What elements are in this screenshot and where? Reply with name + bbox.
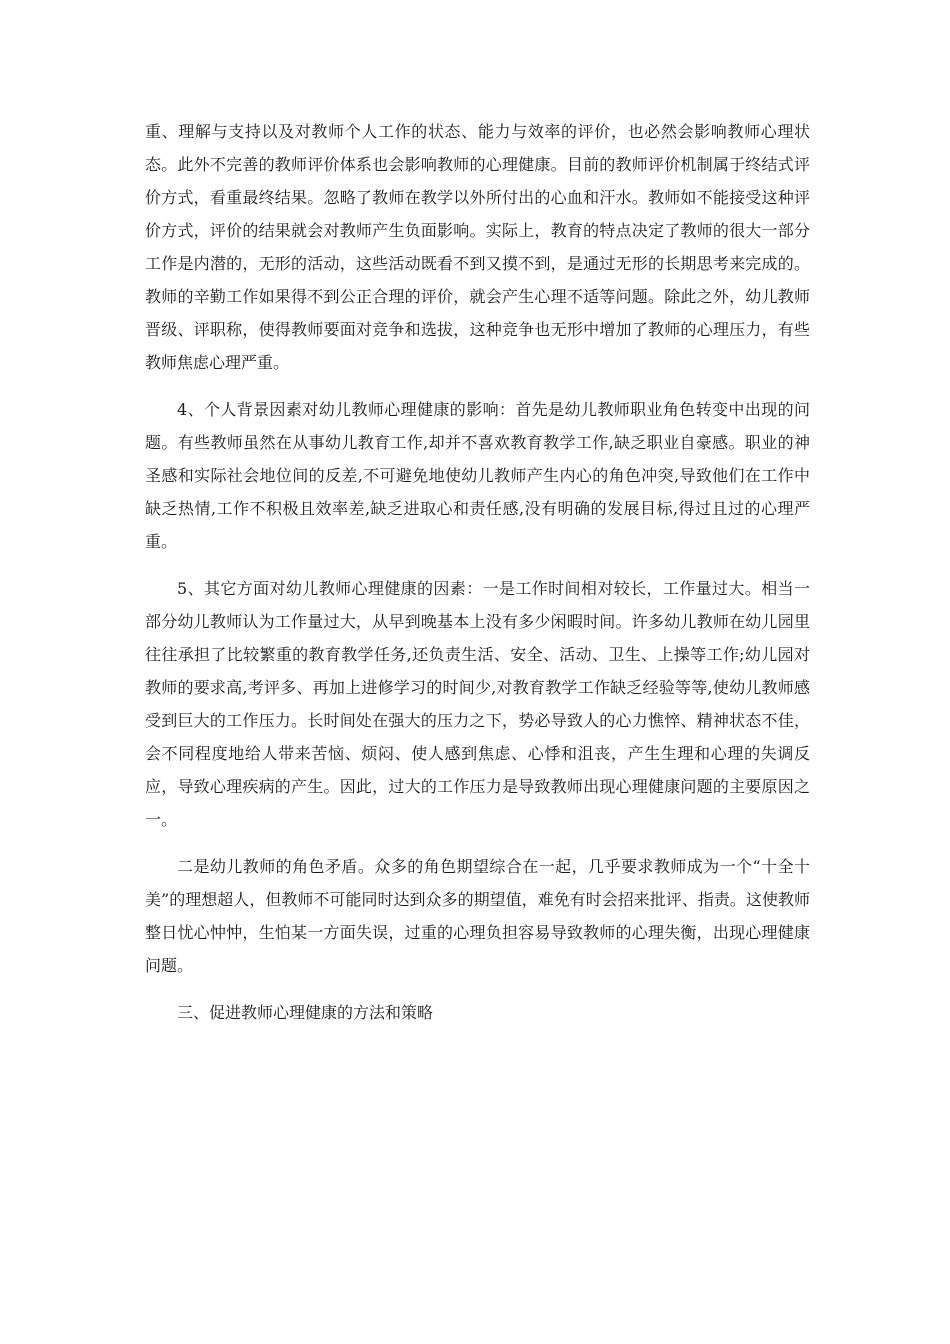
paragraph-role-conflict: 二是幼儿教师的角色矛盾。众多的角色期望综合在一起，几乎要求教师成为一个“十全十美”的理想超人，但教师不可能同时达到众多的期望值，难免有时会招来批评、指责。这使教师整日忧心忡忡，生怕某一方面失误，过重的心理负担容易导致教师的心理失衡，出现心理健康问题。 bbox=[145, 857, 810, 975]
paragraph-personal-background: 4、个人背景因素对幼儿教师心理健康的影响：首先是幼儿教师职业角色转变中出现的问题。有些教师虽然在从事幼儿教育工作,却并不喜欢教育教学工作,缺乏职业自豪感。职业的神圣感和实际社会地位间的反差,不可避免地使幼儿教师产生内心的角色冲突,导致他们在工作中缺乏热情,工作不积极且效率差,缺乏进取心和责任感,没有明确的发展目标,得过且过的心理严重。 bbox=[145, 400, 810, 551]
paragraph-evaluation-continued: 重、理解与支持以及对教师个人工作的状态、能力与效率的评价，也必然会影响教师心理状态。此外不完善的教师评价体系也会影响教师的心理健康。目前的教师评价机制属于终结式评价方式，看重最终结果。忽略了教师在教学以外所付出的心血和汗水。教师如不能接受这种评价方式，评价的结果就会对教师产生负面影响。实际上，教育的特点决定了教师的很大一部分工作是内潜的，无形的活动，这些活动既看不到又摸不到，是通过无形的长期思考来完成的。教师的辛勤工作如果得不到公正合理的评价，就会产生心理不适等问题。除此之外，幼儿教师晋级、评职称，使得教师要面对竞争和选拔，这种竞争也无形中增加了教师的心理压力，有些教师焦虑心理严重。 bbox=[145, 122, 810, 372]
document-page bbox=[145, 115, 810, 1029]
section-heading-strategies: 三、促进教师心理健康的方法和策略 bbox=[177, 1003, 434, 1022]
paragraph-other-factors: 5、其它方面对幼儿教师心理健康的因素：一是工作时间相对较长，工作量过大。相当一部分幼儿教师认为工作量过大，从早到晚基本上没有多少闲暇时间。许多幼儿教师在幼儿园里往往承担了比较繁重的教育教学任务,还负责生活、安全、活动、卫生、上操等工作;幼儿园对教师的要求高,考评多、再加上进修学习的时间少,对教育教学工作缺乏经验等等,使幼儿教师感受到巨大的工作压力。长时间处在强大的压力之下，势必导致人的心力憔悴、精神状态不佳，会不同程度地给人带来苦恼、烦闷、使人感到焦虑、心悸和沮丧，产生生理和心理的失调反应，导致心理疾病的产生。因此，过大的工作压力是导致教师出现心理健康问题的主要原因之一。 bbox=[145, 579, 810, 829]
